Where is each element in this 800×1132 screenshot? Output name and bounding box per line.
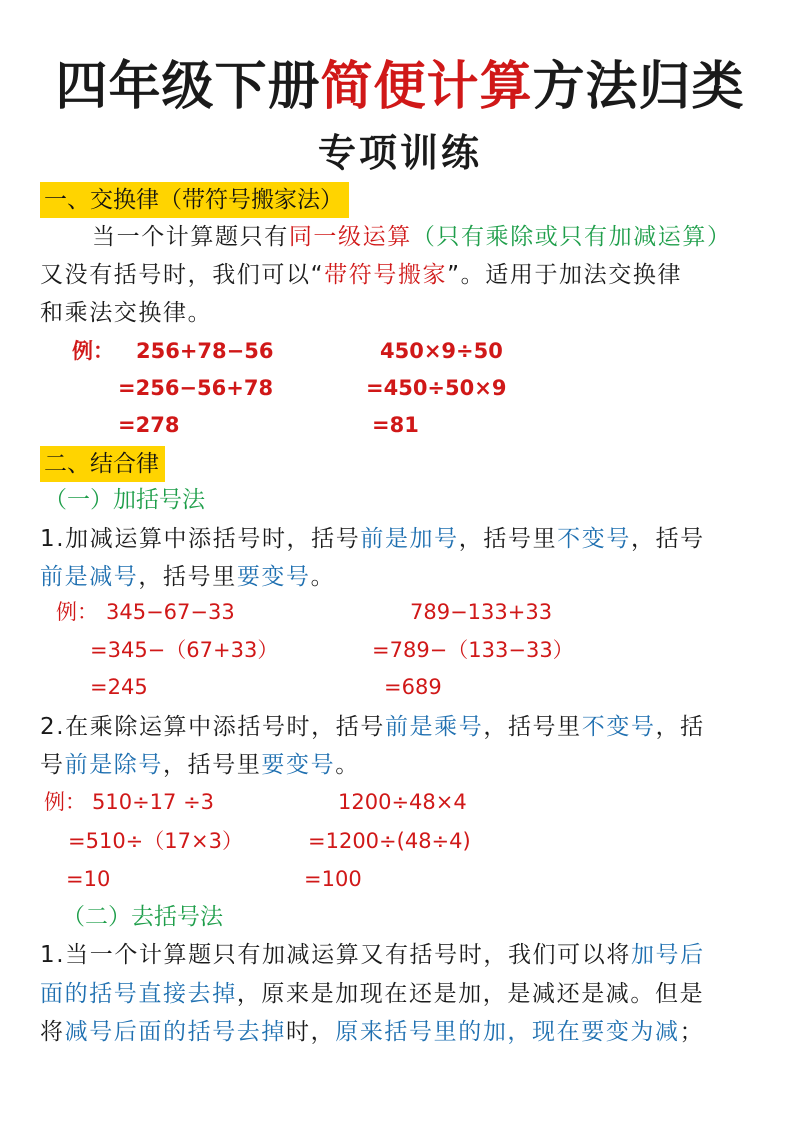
example-label: 例： (44, 790, 86, 814)
paragraph-line: 2.在乘除运算中添括号时，括号前是乘号，括号里不变号，括 (40, 714, 705, 740)
paragraph-line: 前是减号，括号里要变号。 (40, 564, 336, 590)
paragraph-line: 1.加减运算中添括号时，括号前是加号，括号里不变号，括号 (40, 526, 705, 552)
paragraph-line: 号前是除号，括号里要变号。 (40, 752, 360, 778)
subsection-heading: （二）去括号法 (62, 904, 223, 930)
example-step: =100 (304, 867, 362, 891)
example-step: =450÷50×9 (366, 376, 507, 400)
example-label: 例： (72, 339, 114, 363)
example-step: =510÷（17×3） (68, 829, 243, 853)
paragraph-line: 将减号后面的括号去掉时，原来括号里的加，现在要变为减； (40, 1019, 705, 1045)
example-label: 例： (56, 600, 98, 624)
example-step: 256+78−56 (136, 339, 274, 363)
title-highlight: 简便计算 (320, 57, 533, 117)
paragraph-line: 1.当一个计算题只有加减运算又有括号时，我们可以将加号后 (40, 942, 705, 968)
subsection-heading: （一）加括号法 (44, 487, 205, 513)
example-step: =278 (118, 413, 180, 437)
example-step: =345−（67+33） (90, 638, 279, 662)
paragraph-line: 当一个计算题只有同一级运算（只有乘除或只有加减运算） (92, 224, 732, 250)
section-heading-associative: 二、结合律 (40, 446, 165, 482)
paragraph-line: 又没有括号时，我们可以“带符号搬家”。适用于加法交换律 (40, 262, 683, 288)
example-step: =245 (90, 675, 148, 699)
example-step: 510÷17 ÷3 (92, 790, 215, 814)
section-heading-commutative: 一、交换律（带符号搬家法） (40, 182, 349, 218)
page-subtitle: 专项训练 (317, 131, 482, 175)
example-step: 450×9÷50 (380, 339, 503, 363)
paragraph-line: 和乘法交换律。 (40, 300, 213, 326)
example-step: =789−（133−33） (372, 638, 574, 662)
example-step: =10 (66, 867, 111, 891)
page-title: 四年级下册简便计算方法归类 (55, 57, 745, 117)
example-step: =81 (372, 413, 419, 437)
example-step: =689 (384, 675, 442, 699)
paragraph-line: 面的括号直接去掉，原来是加现在还是加，是减还是减。但是 (40, 981, 705, 1007)
example-step: =1200÷(48÷4) (308, 829, 471, 853)
example-step: 345−67−33 (106, 600, 235, 624)
example-step: =256−56+78 (118, 376, 274, 400)
example-step: 1200÷48×4 (338, 790, 467, 814)
example-step: 789−133+33 (410, 600, 553, 624)
